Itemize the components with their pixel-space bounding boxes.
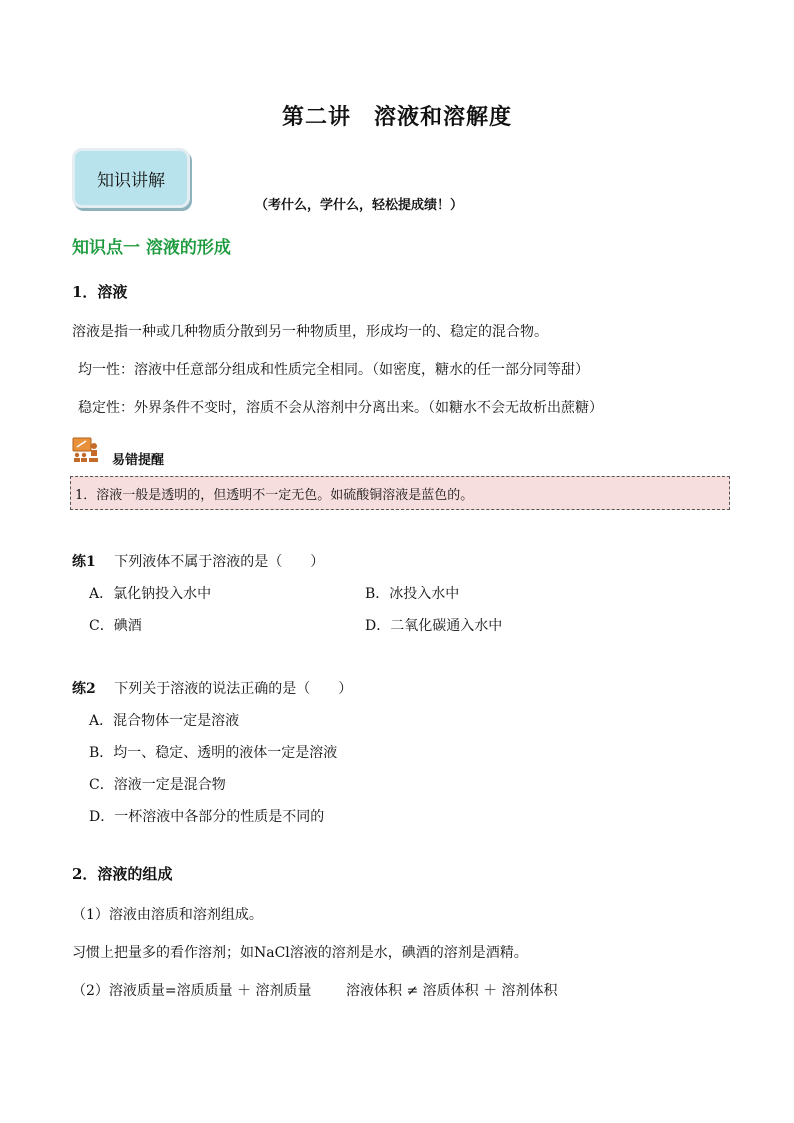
page-title: 第二讲 溶液和溶解度 xyxy=(281,104,512,130)
section2-heading: 2．溶液的组成 xyxy=(72,865,173,883)
exercise2-option-a: A．混合物体一定是溶液 xyxy=(89,713,240,729)
section1-heading: 1．溶液 xyxy=(72,283,128,301)
stability-text: 稳定性：外界条件不变时，溶质不会从溶剂中分离出来。（如糖水不会无故析出蔗糖） xyxy=(78,400,603,416)
knowledge-point-title: 知识点一 溶液的形成 xyxy=(72,238,231,258)
exercise1-question xyxy=(72,551,324,571)
warning-text: 1．溶液一般是透明的，但透明不一定无色。如硫酸铜溶液是蓝色的。 xyxy=(75,488,474,503)
exercise1-option-b: B．冰投入水中 xyxy=(365,586,460,602)
warning-box xyxy=(70,476,730,510)
exercise1-option-a: A．氯化钠投入水中 xyxy=(89,586,212,602)
exercise2-label: 练2 xyxy=(72,681,96,697)
composition-line-2: 习惯上把量多的看作溶剂；如NaCl溶液的溶剂是水，碘酒的溶剂是酒精。 xyxy=(72,945,528,961)
solution-definition: 溶液是指一种或几种物质分散到另一种物质里，形成均一的、稳定的混合物。 xyxy=(72,324,548,340)
exercise1-option-c: C．碘酒 xyxy=(89,618,142,634)
exercise1-label: 练1 xyxy=(72,554,96,570)
exercise1-option-d: D．二氧化碳通入水中 xyxy=(365,618,503,634)
exercise2-option-d: D．一杯溶液中各部分的性质是不同的 xyxy=(89,809,325,825)
exercise1-text: 下列液体不属于溶液的是（ ） xyxy=(114,554,325,570)
composition-line-1: （1）溶液由溶质和溶剂组成。 xyxy=(72,907,263,923)
mass-relation: （2）溶液质量=溶质质量 ＋ 溶剂质量 xyxy=(72,983,312,999)
exercise2-text: 下列关于溶液的说法正确的是（ ） xyxy=(114,681,353,697)
uniformity-text: 均一性：溶液中任意部分组成和性质完全相同。（如密度，糖水的任一部分同等甜） xyxy=(78,362,589,378)
exercise2-option-b: B．均一、稳定、透明的液体一定是溶液 xyxy=(89,745,338,761)
volume-relation: 溶液体积 ≠ 溶质体积 ＋ 溶剂体积 xyxy=(346,983,558,999)
badge-label: 知识讲解 xyxy=(97,170,165,191)
warning-label: 易错提醒 xyxy=(112,453,165,468)
knowledge-badge xyxy=(72,148,190,208)
exercise2-question xyxy=(72,678,352,698)
exercise2-option-c: C．溶液一定是混合物 xyxy=(89,777,226,793)
tagline: （考什么，学什么，轻松提成绩！） xyxy=(255,198,464,213)
teacher-board-icon xyxy=(72,437,100,463)
